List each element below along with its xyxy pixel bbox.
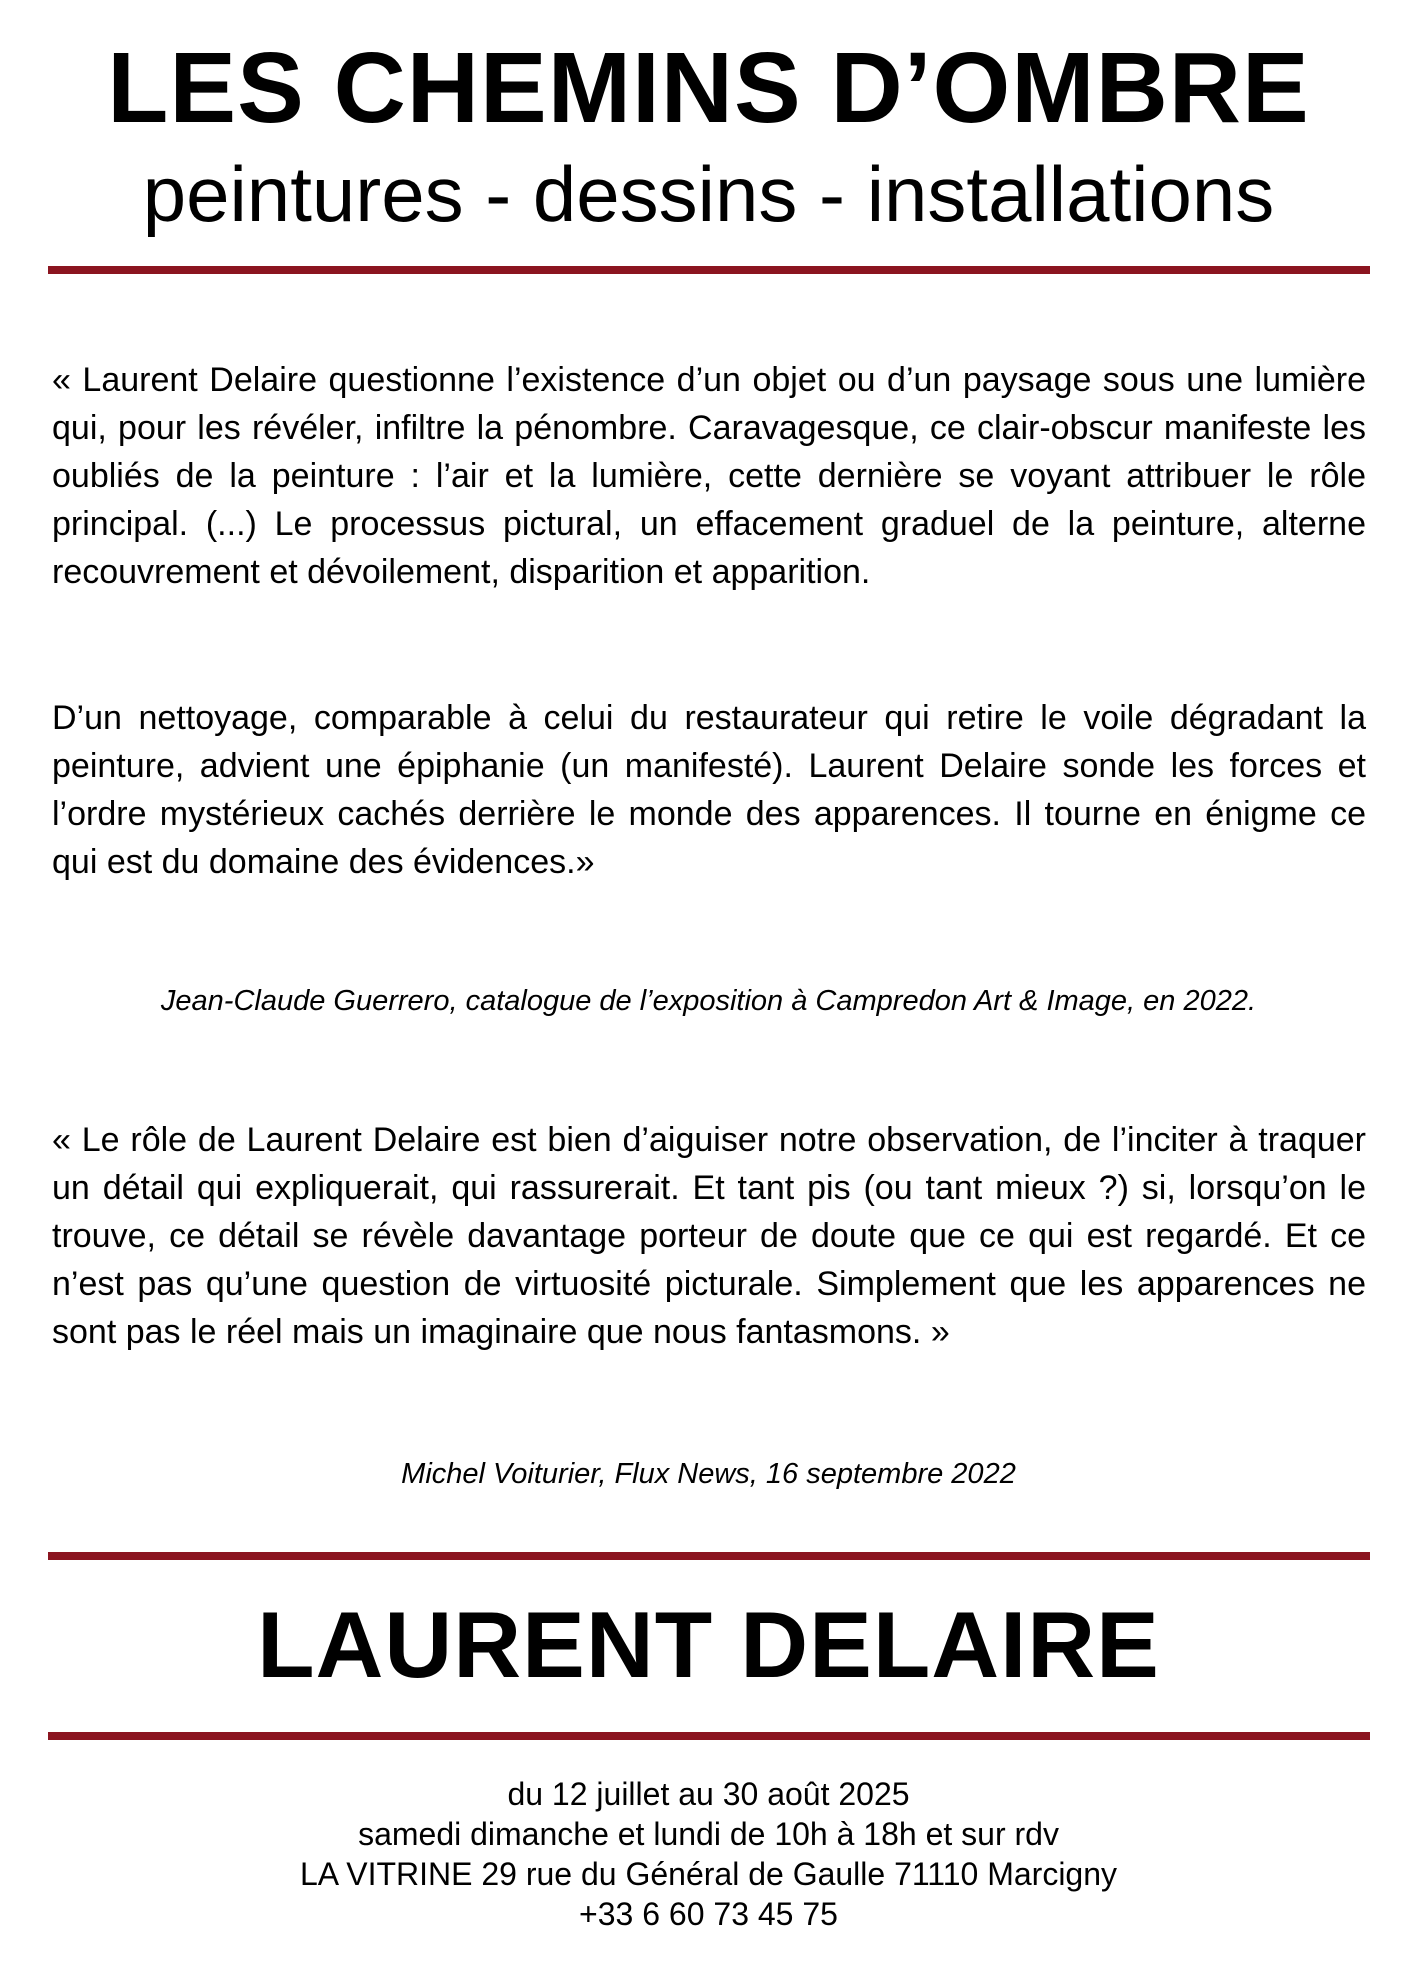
artist-name: LAURENT DELAIRE — [257, 1592, 1160, 1697]
exhibition-title: LES CHEMINS D’OMBRE — [107, 32, 1310, 144]
quote-1-paragraph-1: « Laurent Delaire questionne l’existence d’un objet ou d’un paysage sous une lumière qui, pour les révéler, infiltre la pénombre. Caravagesque, ce clair-obscur manifeste les oubliés de la peinture : l’air et la lumière, cette dernière se voyant attribuer le rôle principal. (...) Le processus pictural, un effacement graduel de la peinture, alterne recouvrement et dévoilement, disparition et apparition. — [52, 361, 1366, 591]
exhibition-subtitle: peintures - dessins - installations — [142, 150, 1275, 238]
divider-bottom — [48, 1732, 1370, 1740]
quote-1-citation: Jean-Claude Guerrero, catalogue de l’exposition à Campredon Art & Image, en 2022. — [160, 985, 1257, 1017]
quote-2-citation: Michel Voiturier, Flux News, 16 septembre 2022 — [401, 1458, 1016, 1490]
quote-1-paragraph-2: D’un nettoyage, comparable à celui du restaurateur qui retire le voile dégradant la peinture, advient une épiphanie (un manifesté). Laurent Delaire sonde les forces et l’ordre mystérieux cachés derrière le monde des apparences. Il tourne en énigme ce qui est du domaine des évidences.» — [52, 699, 1366, 881]
exhibition-info — [0, 1774, 1417, 1934]
divider-middle — [48, 1552, 1370, 1560]
contact-phone: +33 6 60 73 45 75 — [579, 1896, 838, 1932]
quote-2-paragraph-1: « Le rôle de Laurent Delaire est bien d’aiguiser notre observation, de l’inciter à traquer un détail qui expliquerait, qui rassurerait. Et tant pis (ou tant mieux ?) si, lorsqu’on le trouve, ce détail se révèle davantage porteur de doute que ce qui est regardé. Et ce n’est pas qu’une question de virtuosité picturale. Simplement que les apparences ne sont pas le réel mais un imaginaire que nous fantasmons. » — [52, 1121, 1366, 1351]
venue-address: LA VITRINE 29 rue du Général de Gaulle 71110 Marcigny — [299, 1856, 1118, 1892]
divider-top — [48, 266, 1370, 274]
exhibition-dates: du 12 juillet au 30 août 2025 — [507, 1776, 910, 1812]
opening-hours: samedi dimanche et lundi de 10h à 18h et sur rdv — [358, 1816, 1059, 1852]
